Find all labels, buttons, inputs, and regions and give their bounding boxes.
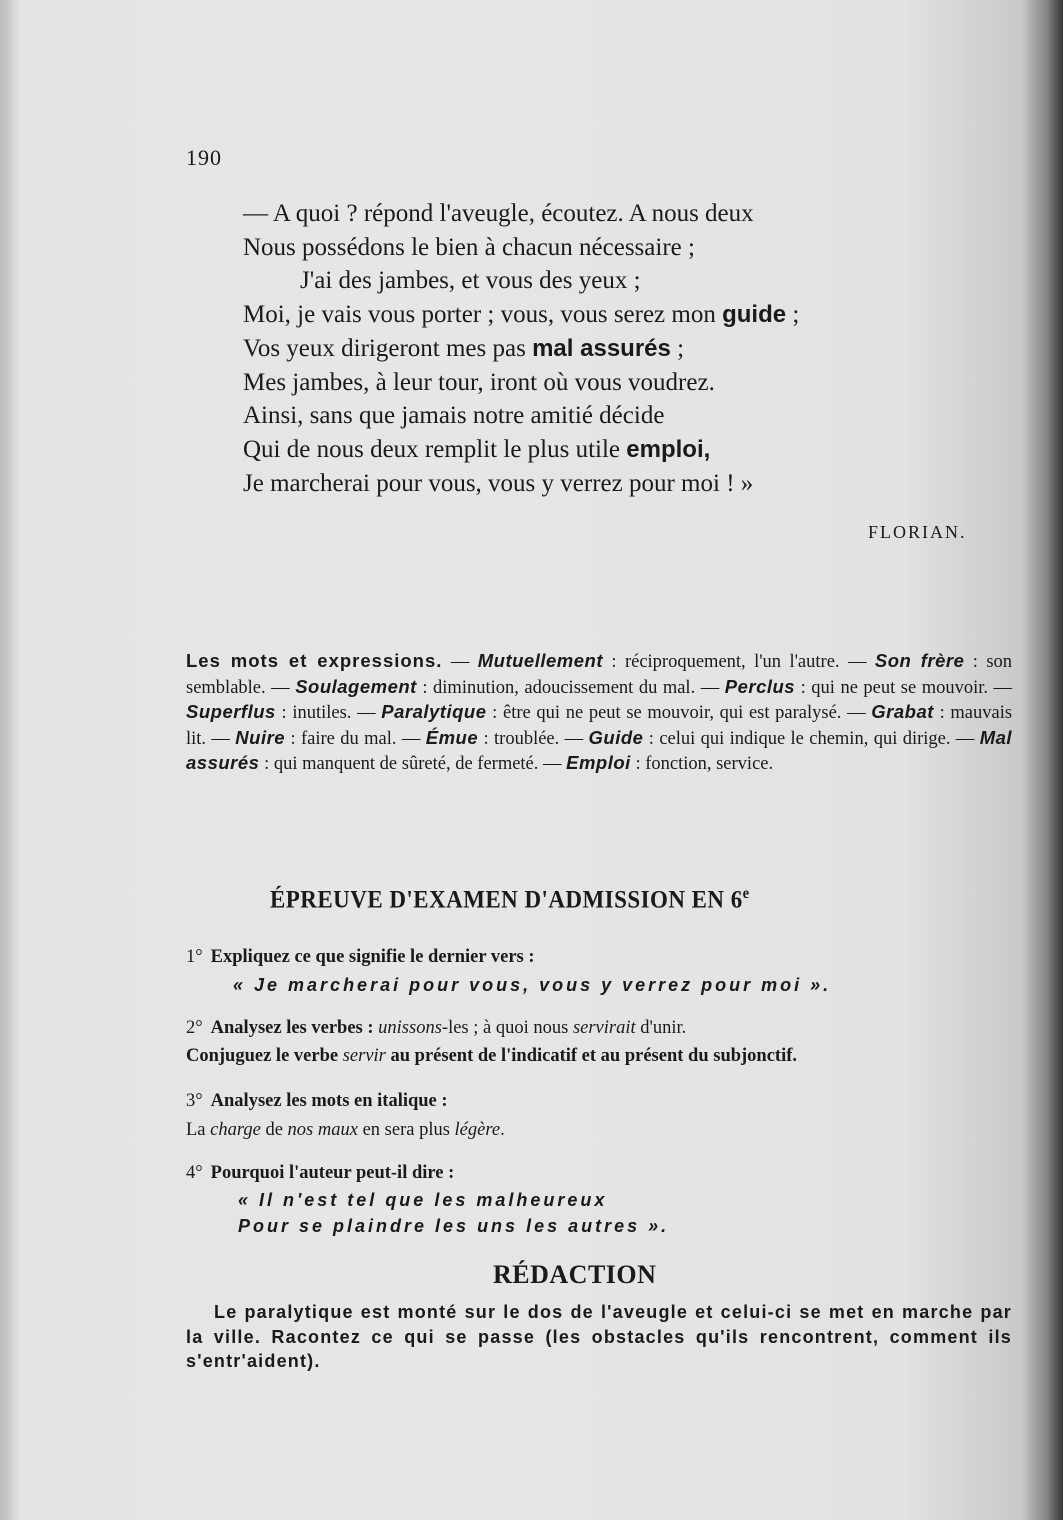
vocab-definition: faire du mal. <box>300 728 397 749</box>
vocab-term: Guide <box>588 726 644 748</box>
vocab-definition: être qui ne peut se mouvoir, qui est paralysé. <box>503 703 842 724</box>
poem <box>243 197 983 500</box>
vocab-definition: mauvais lit. <box>186 703 1013 749</box>
poem-line: Qui de nous deux remplit le plus utile emploi, <box>243 435 711 463</box>
poem-keyword: guide <box>722 301 787 329</box>
question-2: 2° Analysez les verbes : unissons-les ; à quoi nous servirait d'unir. <box>186 1018 687 1038</box>
vocab-definition: troublée. <box>494 728 560 749</box>
vocab-term: Nuire <box>235 726 286 748</box>
poem-keyword: emploi, <box>626 435 711 463</box>
vocab-definition: diminution, adoucissement du mal. <box>433 677 696 698</box>
vocab-term: Soulagement <box>295 675 417 697</box>
question-1-quote: « Je marcherai pour vous, vous y verrez pour moi ». <box>233 975 832 995</box>
vocab-definition: son semblable. <box>186 652 1013 698</box>
question-text: Expliquez ce que signifie le dernier vers : <box>210 947 535 967</box>
question-1 <box>186 947 535 968</box>
poem-line: Vos yeux dirigeront mes pas mal assurés ; <box>243 334 685 362</box>
question-3 <box>186 1091 448 1112</box>
question-number: 4° <box>186 1163 203 1183</box>
vocab-term: Mutuellement <box>477 650 603 671</box>
vocab-term: Grabat <box>871 701 934 723</box>
vocab-term: Son frère <box>874 650 965 671</box>
poem-line: Moi, je vais vous porter ; vous, vous serez mon guide ; <box>243 301 800 329</box>
vocab-definition: celui qui indique le chemin, qui dirige. <box>659 728 951 749</box>
vocab-definition: qui ne peut se mouvoir. <box>811 677 989 698</box>
poem-keyword: mal assurés <box>532 334 671 362</box>
poem-line: J'ai des jambes, et vous des yeux ; <box>300 267 641 295</box>
vocab-term: Paralytique <box>381 701 487 723</box>
vocabulary-section: Les mots et expressions. — Mutuellement : réciproquement, l'un l'autre. — Son frère : son semblable. — Soulagement : diminution, adoucissement du mal. — Perclus : qui ne peut se mouvoir. — Superflus : inutiles. — Paralytique : être qui ne peut se mouvoir, qui est paralysé. — Grabat : mauvais lit. — Nuire : faire du mal. — Émue : troublée. — Guide : celui qui indique le chemin, qui dirige. — Mal assurés : qui manquent de sûreté, de fermeté. — Emploi : fonction, service. <box>186 650 1013 775</box>
vocabulary-heading: Les mots et expressions. <box>186 650 443 671</box>
page-edge-shadow <box>1023 0 1063 1520</box>
vocab-definition: réciproquement, l'un l'autre. <box>624 652 840 672</box>
question-number: 2° <box>186 1018 203 1038</box>
redaction-title: RÉDACTION <box>493 1260 657 1289</box>
vocab-term: Emploi <box>566 752 631 774</box>
exam-title: ÉPREUVE D'EXAMEN D'ADMISSION EN 6e <box>270 885 750 914</box>
vocab-term: Perclus <box>724 675 796 697</box>
question-number: 1° <box>186 947 203 967</box>
author-signature: FLORIAN. <box>868 522 967 542</box>
question-4-quote-line-2: Pour se plaindre les uns les autres ». <box>238 1216 670 1236</box>
question-text: Pourquoi l'auteur peut-il dire : <box>210 1163 455 1183</box>
question-2-line-2: Conjuguez le verbe servir au présent de l'indicatif et au présent du subjonctif. <box>186 1046 798 1066</box>
vocab-term: Émue <box>425 726 479 748</box>
poem-line: — A quoi ? répond l'aveugle, écoutez. A nous deux <box>243 200 754 227</box>
vocab-term: Mal assurés <box>186 726 1013 774</box>
question-4 <box>186 1163 454 1184</box>
vocab-definition: qui manquent de sûreté, de fermeté. <box>273 754 539 775</box>
vocab-definition: inutiles. <box>292 703 352 724</box>
page-gutter-shadow <box>0 0 20 1520</box>
question-number: 3° <box>186 1091 203 1111</box>
redaction-prompt: Le paralytique est monté sur le dos de l'aveugle et celui-ci se met en marche par la ville. Racontez ce qui se passe (les obstacles qu'ils rencontrent, comment ils s'entr'aident). <box>186 1302 1012 1371</box>
vocab-term: Superflus <box>186 701 276 723</box>
poem-line: Je marcherai pour vous, vous y verrez pour moi ! » <box>243 469 754 497</box>
poem-line: Nous possédons le bien à chacun nécessaire ; <box>243 233 695 261</box>
question-4-quote-line-1: « Il n'est tel que les malheureux <box>238 1190 608 1210</box>
question-3-line-2: La charge de nos maux en sera plus légère. <box>186 1120 505 1140</box>
question-text: Analysez les mots en italique : <box>210 1091 448 1111</box>
poem-line: Ainsi, sans que jamais notre amitié décide <box>243 402 665 430</box>
page-number: 190 <box>186 145 222 170</box>
vocab-definition: fonction, service. <box>645 754 774 775</box>
poem-line: Mes jambes, à leur tour, iront où vous voudrez. <box>243 368 715 396</box>
